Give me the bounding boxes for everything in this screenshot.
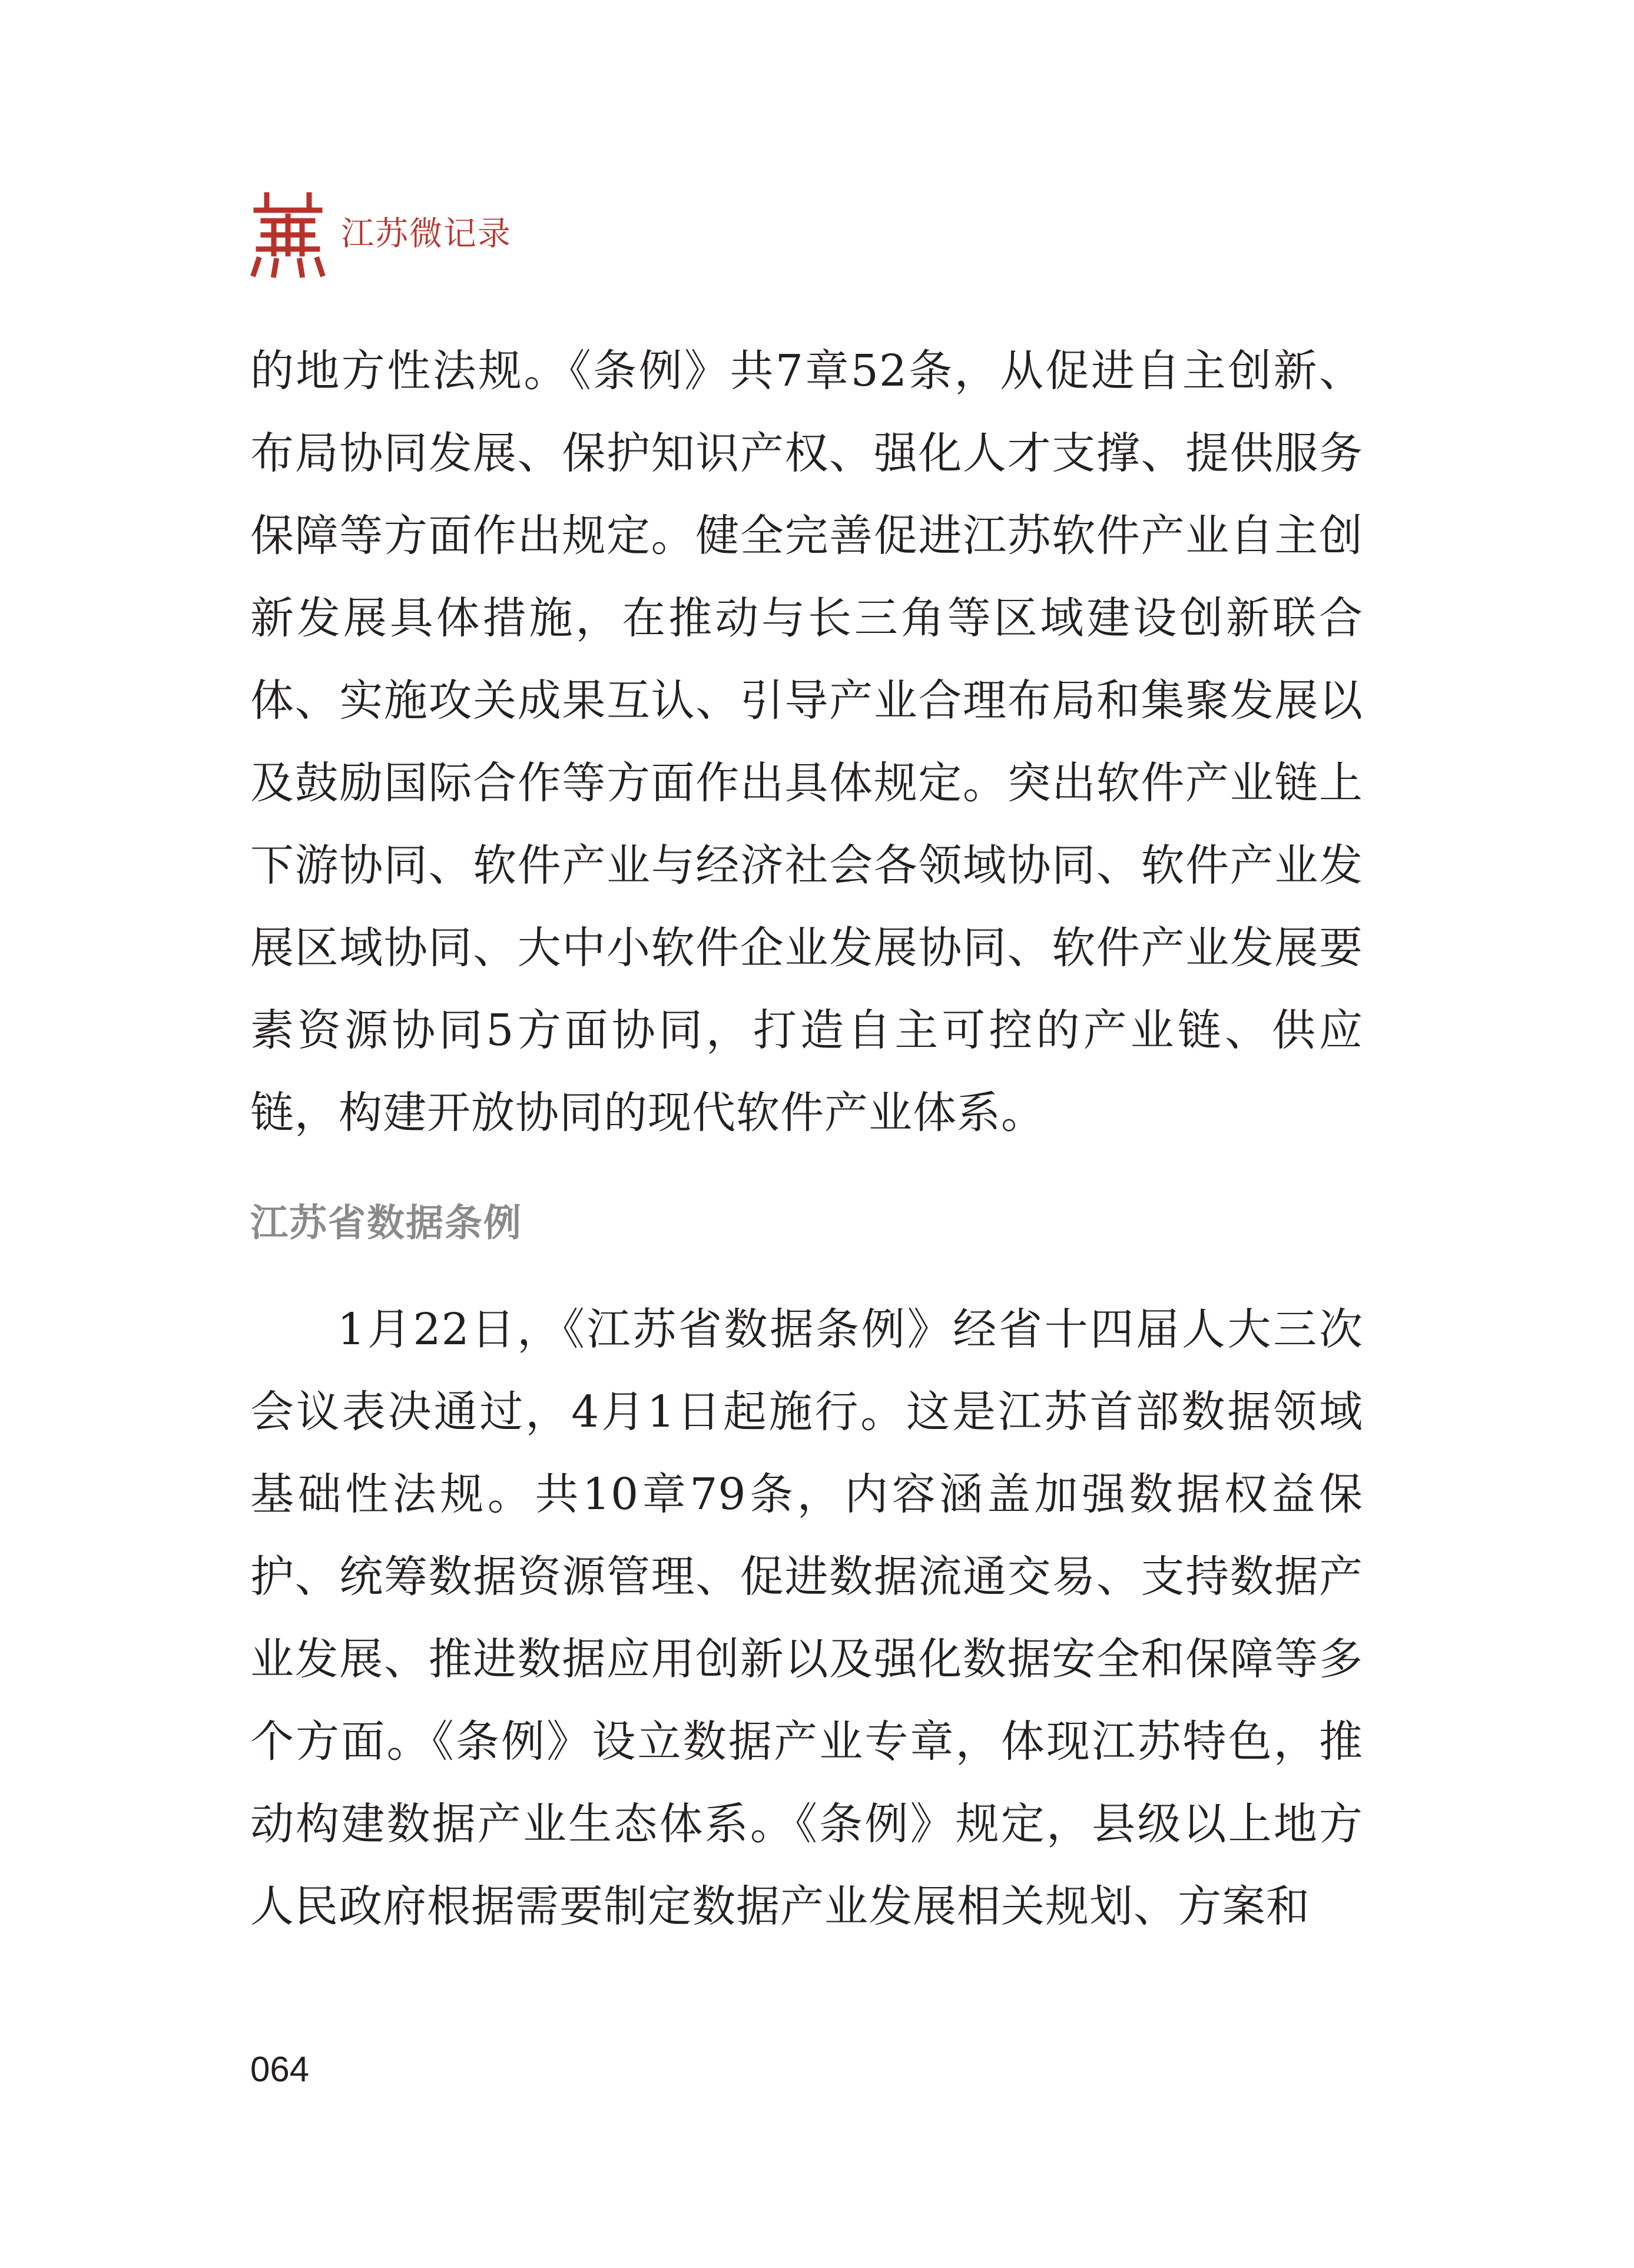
jiangsu-seal-logo-icon: [250, 190, 326, 278]
article-body: [250, 330, 1363, 1948]
section-heading: 江苏省数据条例: [250, 1202, 522, 1245]
data-regulation-paragraph: 1月22日，《江苏省数据条例》经省十四届人大三次会议表决通过，4月1日起施行。这是江苏首部数据领域基础性法规。共10章79条，内容涵盖加强数据权益保护、统筹数据资源管理、促进数据流通交易、支持数据产业发展、推进数据应用创新以及强化数据安全和保障等多个方面。《条例》设立数据产业专章，体现江苏特色，推动构建数据产业生态体系。《条例》规定，县级以上地方人民政府根据需要制定数据产业发展相关规划、方案和: [250, 1304, 1363, 1932]
page-number: 064: [250, 2050, 310, 2089]
page-header: [250, 187, 512, 281]
continued-paragraph: 的地方性法规。《条例》共7章52条，从促进自主创新、布局协同发展、保护知识产权、强化人才支撑、提供服务保障等方面作出规定。健全完善促进江苏软件产业自主创新发展具体措施，在推动与长三角等区域建设创新联合体、实施攻关成果互认、引导产业合理布局和集聚发展以及鼓励国际合作等方面作出具体规定。突出软件产业链上下游协同、软件产业与经济社会各领域协同、软件产业发展区域协同、大中小软件企业发展协同、软件产业发展要素资源协同5方面协同，打造自主可控的产业链、供应链，构建开放协同的现代软件产业体系。: [250, 346, 1363, 1138]
series-title: 江苏微记录: [341, 215, 512, 253]
